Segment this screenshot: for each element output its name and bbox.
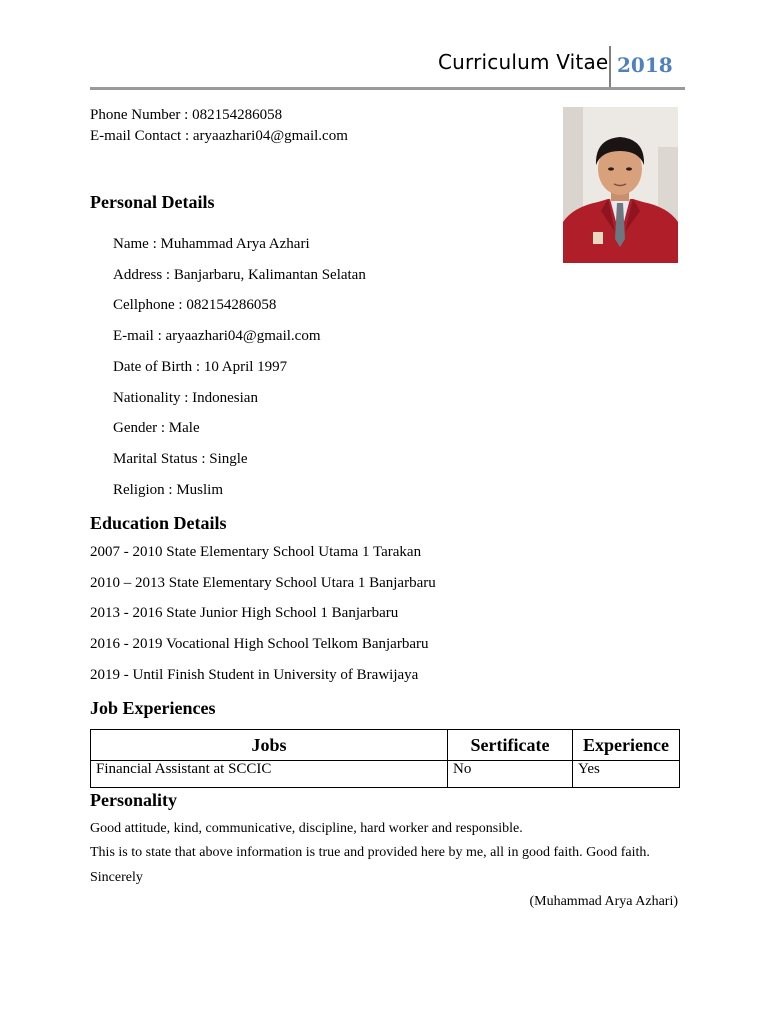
personal-detail-item: E-mail : aryaazhari04@gmail.com: [113, 328, 321, 344]
education-item: 2019 - Until Finish Student in University of Brawijaya: [90, 667, 419, 683]
column-header-sertificate: Sertificate: [448, 730, 573, 761]
education-item: 2010 – 2013 State Elementary School Utara 1 Banjarbaru: [90, 575, 436, 591]
contact-email: E-mail Contact : aryaazhari04@gmail.com: [90, 128, 348, 144]
education-item: 2007 - 2010 State Elementary School Utama 1 Tarakan: [90, 544, 422, 560]
signature-name: (Muhammad Arya Azhari): [529, 894, 678, 909]
column-header-jobs: Jobs: [91, 730, 448, 761]
closing-text: Sincerely: [90, 870, 143, 885]
education-item: 2016 - 2019 Vocational High School Telkom Banjarbaru: [90, 636, 429, 652]
personal-detail-item: Cellphone : 082154286058: [113, 297, 277, 313]
job-cell: Financial Assistant at SCCIC: [91, 761, 448, 788]
education-item: 2013 - 2016 State Junior High School 1 Banjarbaru: [90, 605, 399, 621]
personal-details-heading: Personal Details: [90, 192, 215, 212]
personal-detail-item: Marital Status : Single: [113, 451, 248, 467]
document-title: Curriculum Vitae: [438, 50, 609, 74]
personal-detail-item: Gender : Male: [113, 420, 200, 436]
education-details-heading: Education Details: [90, 513, 227, 533]
document-year: 2018: [617, 53, 673, 77]
personality-heading: Personality: [90, 790, 177, 810]
column-header-experience: Experience: [573, 730, 680, 761]
statement-text: This is to state that above information is true and provided here by me, all in good faith. Good faith.: [90, 845, 650, 860]
experience-cell: Yes: [573, 761, 680, 788]
job-experiences-heading: Job Experiences: [90, 698, 216, 718]
personal-detail-item: Religion : Muslim: [113, 482, 224, 498]
contact-phone: Phone Number : 082154286058: [90, 107, 283, 123]
person-portrait-image: [563, 107, 678, 263]
table-row: [91, 761, 680, 788]
header-rule: [90, 87, 685, 90]
personal-detail-item: Address : Banjarbaru, Kalimantan Selatan: [113, 267, 366, 283]
profile-photo: [563, 107, 678, 263]
personal-detail-item: Date of Birth : 10 April 1997: [113, 359, 288, 375]
sertificate-cell: No: [448, 761, 573, 788]
personal-detail-item: Nationality : Indonesian: [113, 390, 258, 406]
job-experiences-table: [90, 729, 680, 788]
table-header-row: [91, 730, 680, 761]
personal-detail-item: Name : Muhammad Arya Azhari: [113, 236, 310, 252]
header-divider: [609, 46, 611, 88]
personality-text: Good attitude, kind, communicative, discipline, hard worker and responsible.: [90, 821, 523, 836]
